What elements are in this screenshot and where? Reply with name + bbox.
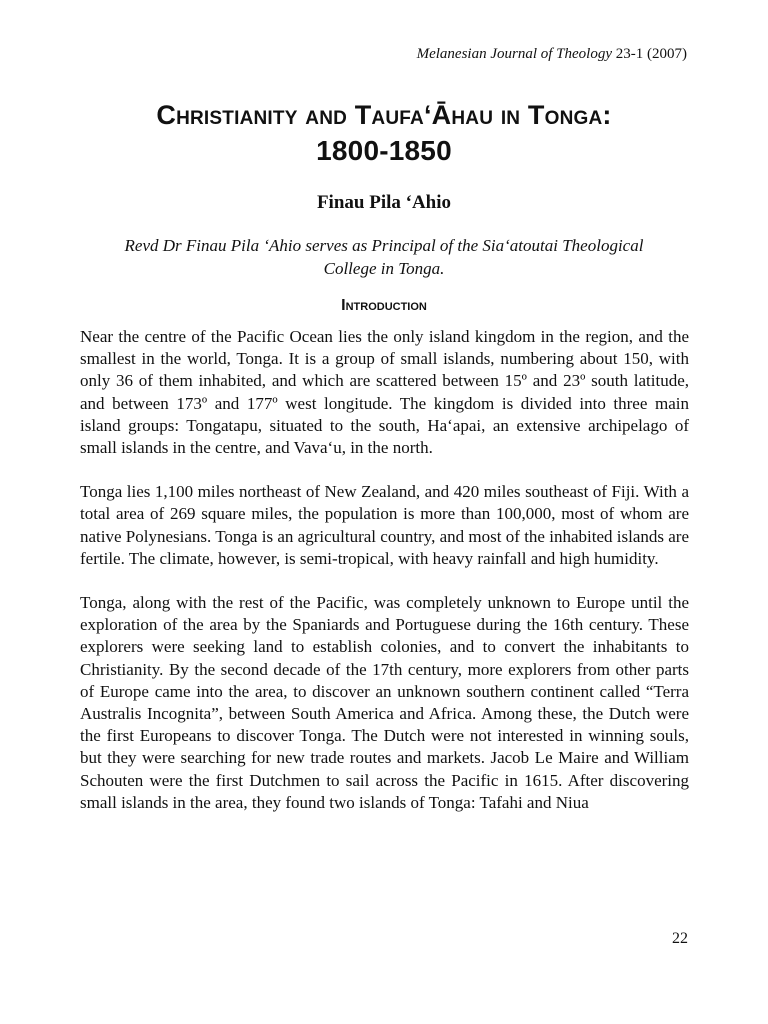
paragraph: Tonga lies 1,100 miles northeast of New Zealand, and 420 miles southeast of Fiji. With a total area of 269 square miles, the population is more than 100,000, most of whom are native Polynesians. Tonga is an agricultural country, and most of the inhabited islands are fertile. The climate, however, is semi-tropical, with heavy rainfall and high humidity. — [80, 482, 689, 568]
paragraph: Near the centre of the Pacific Ocean lies the only island kingdom in the region, and the smallest in the world, Tonga. It is a group of small islands, numbering about 150, with only 36 of them inhabited, and which are scattered between 15º and 23º south latitude, and between 173º and 177º west longitude. The kingdom is divided into three main island groups: Tongatapu, situated to the south, Ha‘apai, an extensive archipelago of small islands in the centre, and Vava‘u, in the north. — [80, 327, 689, 458]
article-title-line1: Christianity and Taufa‘Āhau in Tonga: — [156, 100, 612, 130]
body-text — [80, 326, 689, 836]
page-number: 22 — [672, 930, 688, 947]
section-heading: Introduction — [341, 297, 427, 314]
journal-issue: 23-1 (2007) — [615, 46, 687, 62]
author-name: Finau Pila ‘Ahio — [316, 192, 452, 213]
running-header — [417, 46, 687, 63]
paragraph: Tonga, along with the rest of the Pacific, was completely unknown to Europe until the exploration of the area by the Spaniards and Portuguese during the 16th century. These explorers were seeking land to establish colonies, and to convert the inhabitants to Christianity. By the second decade of the 17th century, more explorers from other parts of Europe came into the area, to discover an unknown southern continent called “Terra Australis Incognita”, between South America and Africa. Among these, the Dutch were the first Europeans to discover Tonga. The Dutch were not interested in winning souls, but they were searching for new trade routes and markets. Jacob Le Maire and William Schouten were the first Dutchmen to sail across the Pacific in 1615. After discovering small islands in the area, they found two islands of Tonga: Tafahi and Niua — [80, 593, 689, 812]
article-title — [60, 98, 708, 168]
article-title-line2: 1800-1850 — [316, 135, 452, 166]
author-affiliation: Revd Dr Finau Pila ‘Ahio serves as Principal of the Sia‘atoutai Theological College in Tonga. — [124, 236, 644, 278]
journal-name: Melanesian Journal of Theology — [416, 46, 612, 62]
